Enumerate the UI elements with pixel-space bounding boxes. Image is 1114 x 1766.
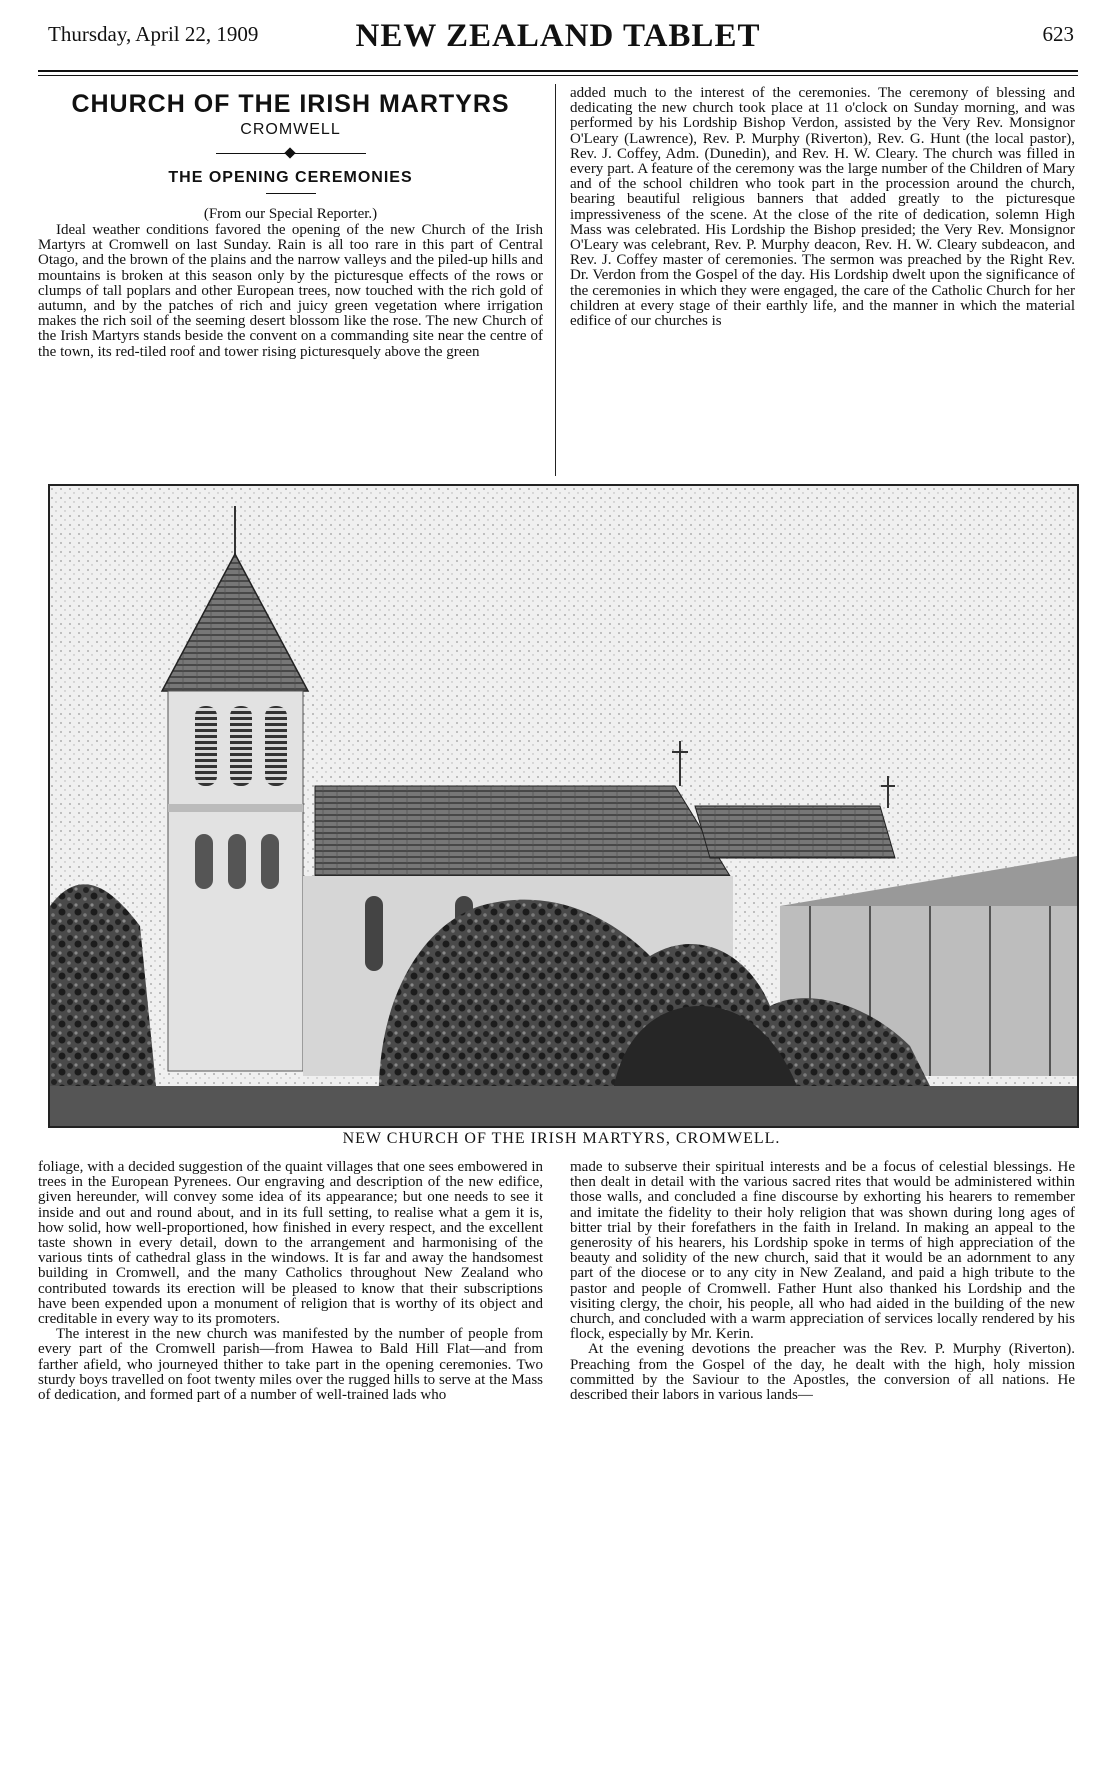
- article-column-left-bottom: [38, 1160, 543, 1403]
- section-heading: THE OPENING CEREMONIES: [168, 169, 413, 186]
- diamond-ornament-icon: [284, 147, 295, 158]
- header-rule-thin: [38, 75, 1078, 76]
- article-column-right-top: [570, 86, 1075, 329]
- article-paragraph: made to subserve their spiritual interests and be a focus of celestial blessings. He then dealt in detail with the various sacred rites that would be administered within those walls, and concluded a fine discourse by exhorting his hearers to remember and imitate the fidelity to their holy religion that was shown during long ages of bitter trial by their forefathers in the faith in Ireland. In making an appeal to the generosity of his hearers, his Lordship spoke in terms of high appreciation of the beauty and solidity of the new church, said that it would be an adornment to any part of the diocese or to any city in New Zealand, and paid a high tribute to the pastor and people of Cromwell. Father Hunt also thanked his Lordship and the visiting clergy, the choir, his people, all who had aided in the building of the new church, and concluded with a warm appreciation of services locally rendered by his flock, especially by Mr. Kerin.: [570, 1159, 1075, 1343]
- article-subtitle: CROMWELL: [240, 121, 341, 138]
- column-separator: [555, 84, 556, 476]
- article-column-left-top: [38, 86, 543, 360]
- ornament-divider: [216, 149, 366, 159]
- article-title: CHURCH OF THE IRISH MARTYRS: [71, 90, 510, 118]
- article-paragraph: At the evening devotions the preacher was the Rev. P. Murphy (Riverton). Preaching from the Gospel of the day, he dealt with the high, holy mission committed by the Saviour to the Apostles, the conversion of all nations. He described their labors in various lands—: [570, 1341, 1075, 1404]
- issue-date: Thursday, April 22, 1909: [48, 22, 259, 46]
- photo-caption: NEW CHURCH OF THE IRISH MARTYRS, CROMWELL.: [342, 1130, 781, 1147]
- page-number: 623: [1042, 22, 1074, 46]
- byline: (From our Special Reporter.): [203, 206, 378, 222]
- article-paragraph: foliage, with a decided suggestion of the quaint villages that one sees embowered in trees in the European Pyrenees. Our engraving and description of the new edifice, given hereunder, will convey some idea of its appearance; but one needs to see it inside and out and round about, and in its full setting, to realise what a gem it is, how solid, how well-proportioned, how finished in every respect, and the excellent taste shown in every detail, down to the arrangement and harmonising of the various tints of cathedral glass in the windows. It is far and away the handsomest building in Cromwell, and the many Catholics throughout New Zealand who contributed towards its erection will be pleased to know that their subscriptions have been expended upon a monument of religion that is worthy of its object and creditable in every way to its promoters.: [38, 1159, 543, 1328]
- masthead: NEW ZEALAND TABLET: [355, 18, 761, 54]
- church-photograph: [48, 484, 1079, 1128]
- article-paragraph: Ideal weather conditions favored the opening of the new Church of the Irish Martyrs at Cromwell on last Sunday. Rain is all too rare in this part of Central Otago, and the brown of the plains and the narrow valleys and the piled-up hills and mountains is broken at this season only by the picturesque effects of the rows or clumps of tall poplars and other European trees, now touched with the rich gold of autumn, and by the patches of rich and juicy green vegetation where irrigation makes the rich soil of the seeming desert blossom like the rose. The new Church of the Irish Martyrs stands beside the convent on a commanding site near the centre of the town, its red-tiled roof and tower rising picturesquely above the green: [38, 222, 543, 360]
- short-rule: [266, 193, 316, 194]
- header-rule: [38, 70, 1078, 72]
- article-paragraph: The interest in the new church was manifested by the number of people from every part of the Cromwell parish—from Hawea to Bald Hill Flat—and from farther afield, who journeyed thither to take part in the opening ceremonies. Two sturdy boys travelled on foot twenty miles over the rugged hills to serve at the Mass of dedication, and formed part of a number of well-trained lads who: [38, 1326, 543, 1404]
- article-column-right-bottom: [570, 1160, 1075, 1403]
- article-paragraph: added much to the interest of the ceremonies. The ceremony of blessing and dedicating the new church took place at 11 o'clock on Sunday morning, and was performed by his Lordship Bishop Verdon, assisted by the Very Rev. Monsignor O'Leary (Lawrence), Rev. P. Murphy (Riverton), Rev. G. Hunt (the local pastor), Rev. J. Coffey, Adm. (Dunedin), and Rev. H. W. Cleary. The church was filled in every part. A feature of the ceremony was the large number of the Children of Mary and of the school children who took part in the procession around the church, bearing beautiful religious banners that added greatly to the picturesque impressiveness of the scene. At the close of the rite of dedication, solemn High Mass was celebrated. His Lordship the Bishop presided; the Very Rev. Monsignor O'Leary was celebrant, Rev. P. Murphy deacon, Rev. H. W. Cleary subdeacon, and Rev. J. Coffey master of ceremonies. The sermon was preached by the Right Rev. Dr. Verdon from the Gospel of the day. His Lordship dwelt upon the significance of the ceremonies in which they were engaged, the care of the Catholic Church for her children at every stage of their earthly life, and the manner in which the material edifice of our churches is: [570, 85, 1075, 330]
- page-header: [38, 18, 1078, 66]
